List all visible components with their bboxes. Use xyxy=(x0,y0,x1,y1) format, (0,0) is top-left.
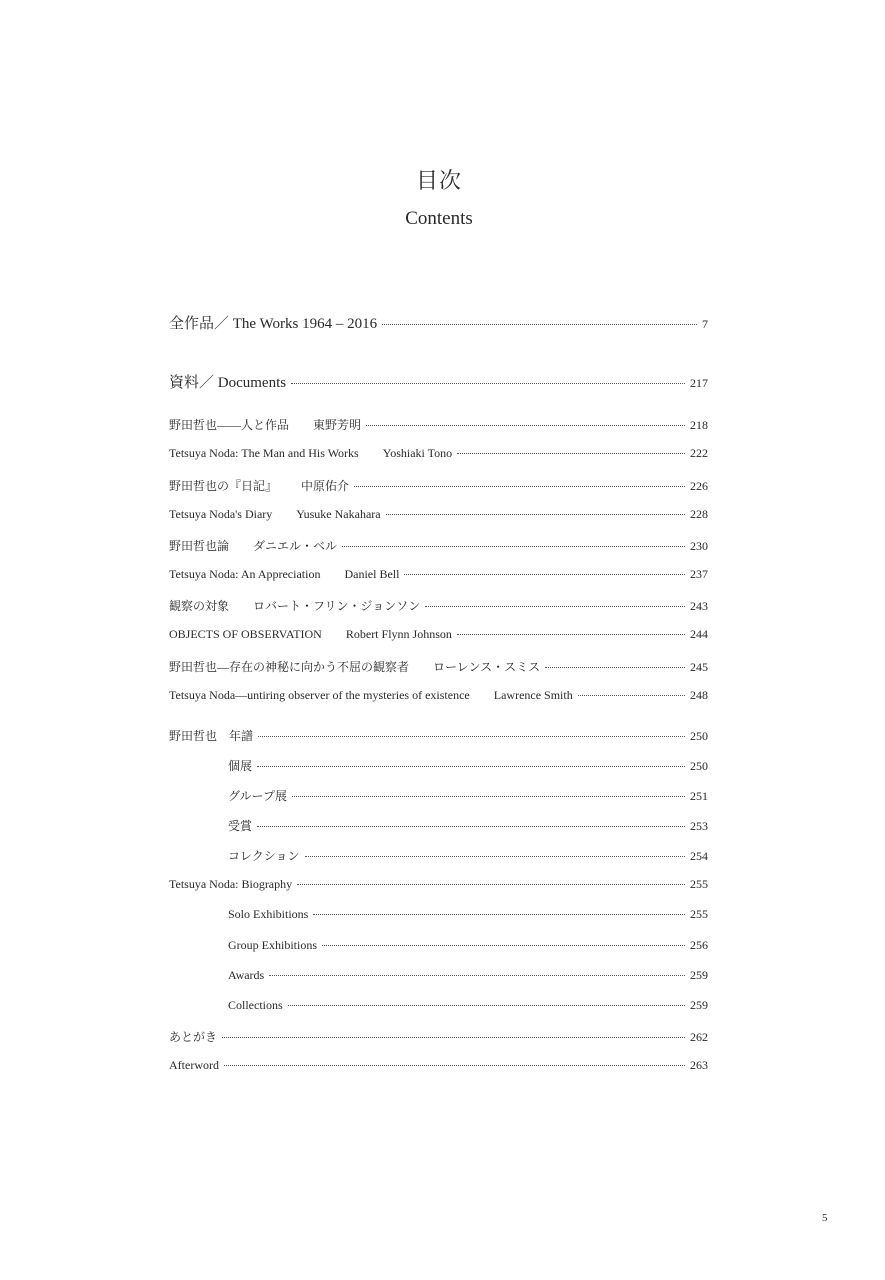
toc-entry-label: 資料／ Documents xyxy=(169,375,287,391)
toc-entry-page: 251 xyxy=(690,789,708,803)
toc-entry-label: Solo Exhibitions xyxy=(228,907,309,921)
toc-entry[interactable] xyxy=(169,688,708,708)
toc-subentry[interactable] xyxy=(228,968,708,988)
toc-entry-label: Tetsuya Noda: Biography xyxy=(169,877,293,891)
dot-leader xyxy=(354,486,685,487)
dot-leader xyxy=(578,695,685,696)
toc-entry-page: 244 xyxy=(690,627,708,641)
toc-entry-works[interactable] xyxy=(169,312,708,336)
toc-entry-page: 7 xyxy=(702,317,708,331)
toc-subentry[interactable] xyxy=(228,907,708,927)
toc-entry-label: Tetsuya Noda: An Appreciation xyxy=(169,567,321,581)
toc-entry-label: 野田哲也――人と作品 xyxy=(169,418,290,432)
toc-entry-page: 230 xyxy=(690,539,708,553)
toc-entry-page: 256 xyxy=(690,938,708,952)
toc-entry-author: Lawrence Smith xyxy=(493,688,573,702)
toc-entry[interactable] xyxy=(169,658,708,678)
toc-entry-page: 243 xyxy=(690,599,708,613)
dot-leader xyxy=(342,546,685,547)
toc-entry-label: 観察の対象 xyxy=(169,599,230,613)
toc-entry-label: Tetsuya Noda: The Man and His Works xyxy=(169,446,359,460)
page-number: 5 xyxy=(822,1212,828,1224)
toc-entry-label: Collections xyxy=(228,998,283,1012)
dot-leader xyxy=(313,914,685,915)
dot-leader xyxy=(382,324,697,325)
toc-entry-label: Afterword xyxy=(169,1058,219,1072)
toc-entry[interactable] xyxy=(169,877,708,897)
toc-entry-page: 263 xyxy=(690,1058,708,1072)
toc-subentry[interactable] xyxy=(228,938,708,958)
toc-entry-author: Yoshiaki Tono xyxy=(382,446,453,460)
toc-entry[interactable] xyxy=(169,507,708,527)
toc-entry-page: 259 xyxy=(690,998,708,1012)
toc-entry-label: 野田哲也の『日記』 xyxy=(169,479,278,493)
toc-entry-page: 262 xyxy=(690,1030,708,1044)
dot-leader xyxy=(288,1005,685,1006)
dot-leader xyxy=(224,1065,685,1066)
toc-entry-label: OBJECTS OF OBSERVATION xyxy=(169,627,322,641)
dot-leader xyxy=(257,766,685,767)
toc-entry-documents[interactable] xyxy=(169,371,708,395)
toc-entry[interactable] xyxy=(169,477,708,497)
toc-entry[interactable] xyxy=(169,727,708,747)
dot-leader xyxy=(404,574,685,575)
toc-entry-label: Awards xyxy=(228,968,265,982)
toc-entry-page: 253 xyxy=(690,819,708,833)
toc-entry-author: ローレンス・スミス xyxy=(433,660,541,674)
toc-entry-page: 218 xyxy=(690,418,708,432)
dot-leader xyxy=(297,884,685,885)
dot-leader xyxy=(258,736,685,737)
dot-leader xyxy=(457,453,685,454)
toc-entry[interactable] xyxy=(169,537,708,557)
toc-entry-label: Group Exhibitions xyxy=(228,938,317,952)
toc-entry-label: 野田哲也論 xyxy=(169,539,230,553)
dot-leader xyxy=(386,514,685,515)
toc-entry-author: Yusuke Nakahara xyxy=(296,507,381,521)
toc-entry-label: あとがき xyxy=(169,1030,218,1044)
toc-entry[interactable] xyxy=(169,446,708,466)
dot-leader xyxy=(545,667,685,668)
toc-entry-label: 全作品／ The Works 1964 – 2016 xyxy=(169,316,378,332)
toc-entry-label: 野田哲也―存在の神秘に向かう不屈の観察者 xyxy=(169,660,410,674)
toc-entry[interactable] xyxy=(169,597,708,617)
toc-entry-author: 東野芳明 xyxy=(313,418,362,432)
toc-subentry[interactable] xyxy=(228,998,708,1018)
toc-subentry[interactable] xyxy=(228,817,708,837)
toc-entry-page: 237 xyxy=(690,567,708,581)
toc-entry-page: 254 xyxy=(690,849,708,863)
toc-entry-label: Tetsuya Noda―untiring observer of the mysteries of existence xyxy=(169,688,470,702)
dot-leader xyxy=(305,856,685,857)
dot-leader xyxy=(291,383,685,384)
toc-entry[interactable] xyxy=(169,1058,708,1078)
dot-leader xyxy=(322,945,685,946)
toc-entry-page: 222 xyxy=(690,446,708,460)
toc-entry-label: グループ展 xyxy=(228,789,288,803)
toc-subentry[interactable] xyxy=(228,757,708,777)
toc-entry-author: 中原佑介 xyxy=(301,479,350,493)
dot-leader xyxy=(425,606,685,607)
toc-entry-page: 228 xyxy=(690,507,708,521)
toc-entry[interactable] xyxy=(169,627,708,647)
toc-entry-page: 259 xyxy=(690,968,708,982)
toc-entry-page: 226 xyxy=(690,479,708,493)
toc-entry-label: コレクション xyxy=(228,849,300,863)
dot-leader xyxy=(366,425,685,426)
toc-subentry[interactable] xyxy=(228,787,708,807)
dot-leader xyxy=(457,634,685,635)
toc-entry-page: 217 xyxy=(690,376,708,390)
toc-entry[interactable] xyxy=(169,1028,708,1048)
toc-entry-author: Robert Flynn Johnson xyxy=(345,627,452,641)
dot-leader xyxy=(257,826,685,827)
toc-entry-author: Daniel Bell xyxy=(344,567,400,581)
dot-leader xyxy=(292,796,685,797)
dot-leader xyxy=(269,975,685,976)
toc-entry-label: 個展 xyxy=(228,759,253,773)
toc-entry[interactable] xyxy=(169,567,708,587)
toc-entry-label: 野田哲也 年譜 xyxy=(169,729,254,743)
toc-entry-label: Tetsuya Noda's Diary xyxy=(169,507,273,521)
toc-subentry[interactable] xyxy=(228,847,708,867)
dot-leader xyxy=(222,1037,685,1038)
page-title: 目次 xyxy=(415,169,462,194)
toc-entry-page: 245 xyxy=(690,660,708,674)
toc-entry-page: 255 xyxy=(690,877,708,891)
toc-entry-label: 受賞 xyxy=(228,819,253,833)
toc-entry[interactable] xyxy=(169,416,708,436)
page-subtitle: Contents xyxy=(405,208,473,229)
toc-entry-page: 255 xyxy=(690,907,708,921)
toc-entry-author: ロバート・フリン・ジョンソン xyxy=(253,599,421,613)
toc-entry-page: 248 xyxy=(690,688,708,702)
toc-entry-page: 250 xyxy=(690,729,708,743)
toc-entry-page: 250 xyxy=(690,759,708,773)
toc-entry-author: ダニエル・ベル xyxy=(253,539,338,553)
